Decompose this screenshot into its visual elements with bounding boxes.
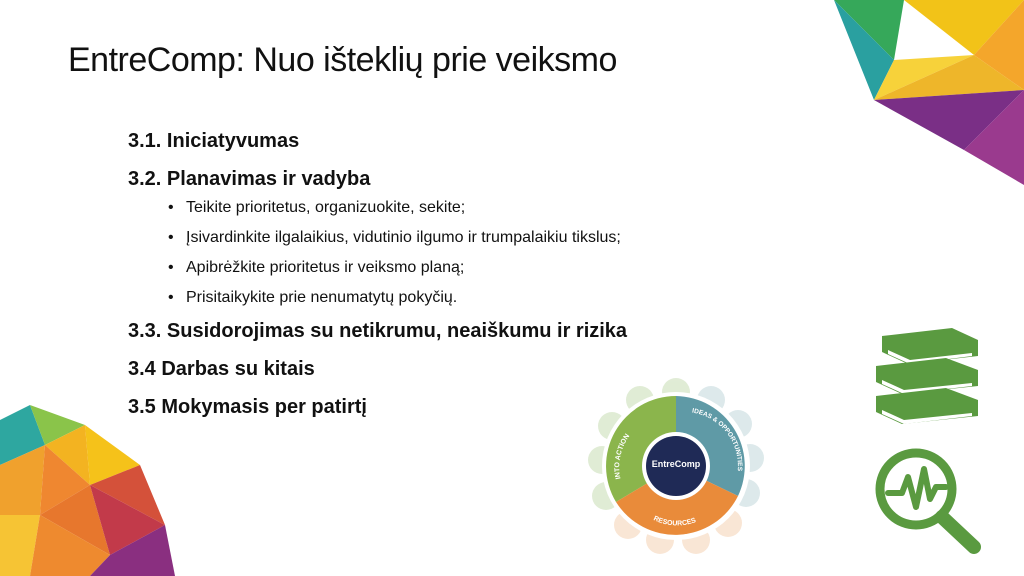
- section-3-5: 3.5 Mokymasis per patirtį: [128, 396, 367, 418]
- bullet-glyph: •: [168, 229, 174, 246]
- section-3-2-bullets: [128, 198, 808, 308]
- books-icon: [874, 326, 984, 426]
- bullet-item: [128, 258, 808, 278]
- bullet-glyph: •: [168, 259, 174, 276]
- slide-title: EntreComp: Nuo išteklių prie veiksmo: [68, 41, 617, 79]
- section-3-1: 3.1. Iniciatyvumas: [128, 130, 300, 152]
- into-action-label: INTO ACTION: [614, 432, 632, 480]
- bullet-item: [128, 288, 808, 308]
- bullet-item: [128, 198, 808, 218]
- bullet-text: Teikite prioritetus, organizuokite, sekite;: [186, 199, 466, 216]
- magnifier-icon: [874, 447, 984, 555]
- section-3-4: 3.4 Darbas su kitais: [128, 358, 315, 380]
- bullet-text: Įsivardinkite ilgalaikius, vidutinio ilgumo ir trumpalaikiu tikslus;: [186, 229, 621, 246]
- wheel-center-label: EntreComp: [651, 459, 701, 469]
- section-3-3: 3.3. Susidorojimas su netikrumu, neaiškumu ir rizika: [128, 320, 628, 342]
- resources-label: RESOURCES: [652, 515, 698, 528]
- bullet-item: [128, 228, 808, 248]
- corner-decoration-top-right: [834, 0, 1024, 200]
- section-3-2: 3.2. Planavimas ir vadyba: [128, 168, 371, 190]
- bullet-text: Prisitaikykite prie nenumatytų pokyčių.: [186, 289, 458, 306]
- bullet-text: Apibrėžkite prioritetus ir veiksmo planą;: [186, 259, 465, 276]
- ideas-label: IDEAS & OPPORTUNITIES: [691, 407, 743, 472]
- bullet-glyph: •: [168, 289, 174, 306]
- bullet-glyph: •: [168, 199, 174, 216]
